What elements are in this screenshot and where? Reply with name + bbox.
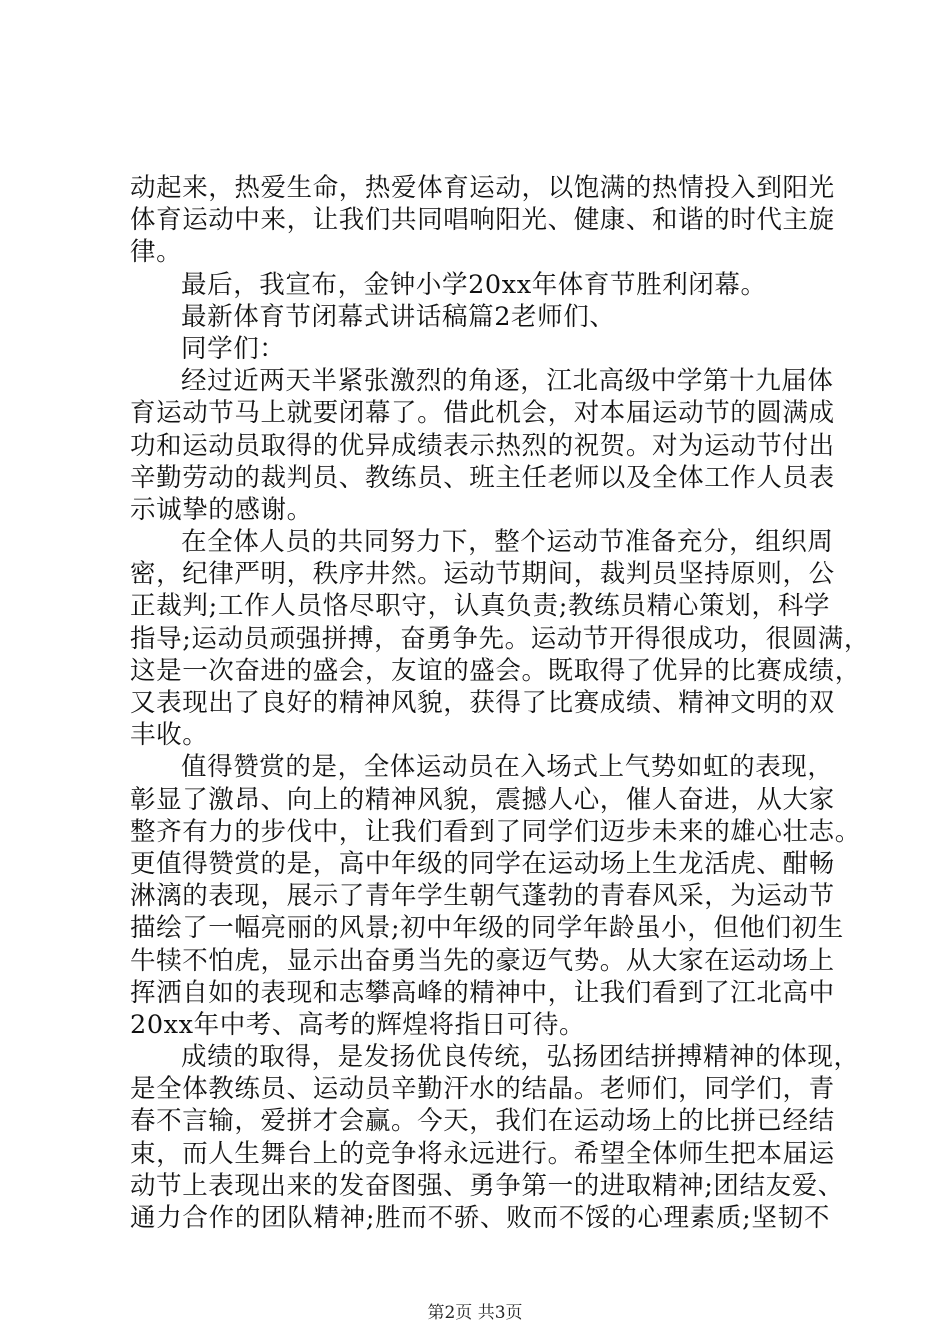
text-line: 淋漓的表现，展示了青年学生朝气蓬勃的青春风采，为运动节 [130,881,835,912]
text-line: 成绩的取得，是发扬优良传统，弘扬团结拼搏精神的体现， [181,1042,860,1073]
text-line: 辛勤劳动的裁判员、教练员、班主任老师以及全体工作人员表 [130,462,835,493]
text-line: 同学们： [181,333,286,364]
text-line: 彰显了激昂、向上的精神风貌，震撼人心，催人奋进，从大家 [130,784,835,815]
text-line: 功和运动员取得的优异成绩表示热烈的祝贺。对为运动节付出 [130,430,835,461]
page-number-footer: 第2页 共3页 [427,1303,523,1323]
text-line: 这是一次奋进的盛会，友谊的盛会。既取得了优异的比赛成绩， [130,655,861,686]
text-line: 又表现出了良好的精神风貌，获得了比赛成绩、精神文明的双 [130,688,835,718]
text-line: 牛犊不怕虎，显示出奋勇当先的豪迈气势。从大家在运动场上 [130,945,835,976]
text-line: 春不言输，爱拼才会赢。今天，我们在运动场上的比拼已经结 [130,1106,835,1137]
text-line: 丰收。 [130,720,209,751]
text-line: 最新体育节闭幕式讲话稿篇2老师们、 [181,301,616,332]
text-line: 挥洒自如的表现和志攀高峰的精神中，让我们看到了江北高中 [130,977,835,1008]
text-line: 20xx年中考、高考的辉煌将指日可待。 [130,1009,586,1040]
text-line: 更值得赞赏的是，高中年级的同学在运动场上生龙活虎、酣畅 [130,848,835,879]
text-line: 最后，我宣布，金钟小学20xx年体育节胜利闭幕。 [181,269,767,300]
text-line: 经过近两天半紧张激烈的角逐，江北高级中学第十九届体 [181,366,834,397]
text-line: 整齐有力的步伐中，让我们看到了同学们迈步未来的雄心壮志。 [130,816,861,847]
text-line: 通力合作的团队精神;胜而不骄、败而不馁的心理素质;坚韧不 [130,1203,830,1233]
text-line: 是全体教练员、运动员辛勤汗水的结晶。老师们，同学们，青 [130,1074,835,1105]
text-line: 动起来，热爱生命，热爱体育运动，以饱满的热情投入到阳光 [130,173,835,203]
text-line: 描绘了一幅亮丽的风景;初中年级的同学年龄虽小，但他们初生 [130,913,844,944]
document-body [130,172,870,1234]
text-line: 值得赞赏的是，全体运动员在入场式上气势如虹的表现， [181,752,834,783]
text-line: 密，纪律严明，秩序井然。运动节期间，裁判员坚持原则，公 [130,559,835,590]
text-line: 动节上表现出来的发奋图强、勇争第一的进取精神;团结友爱、 [130,1170,844,1201]
text-line: 律。 [130,237,183,268]
text-line: 育运动节马上就要闭幕了。借此机会，对本届运动节的圆满成 [130,398,835,429]
text-line: 示诚挚的感谢。 [130,494,313,525]
text-line: 束，而人生舞台上的竞争将永远进行。希望全体师生把本届运 [130,1138,835,1169]
text-line: 体育运动中来，让我们共同唱响阳光、健康、和谐的时代主旋 [130,205,835,236]
text-line: 正裁判;工作人员恪尽职守，认真负责;教练员精心策划，科学 [130,591,830,622]
text-line: 在全体人员的共同努力下，整个运动节准备充分，组织周 [181,527,834,558]
text-line: 指导;运动员顽强拼搏，奋勇争先。运动节开得很成功，很圆满， [130,623,870,654]
